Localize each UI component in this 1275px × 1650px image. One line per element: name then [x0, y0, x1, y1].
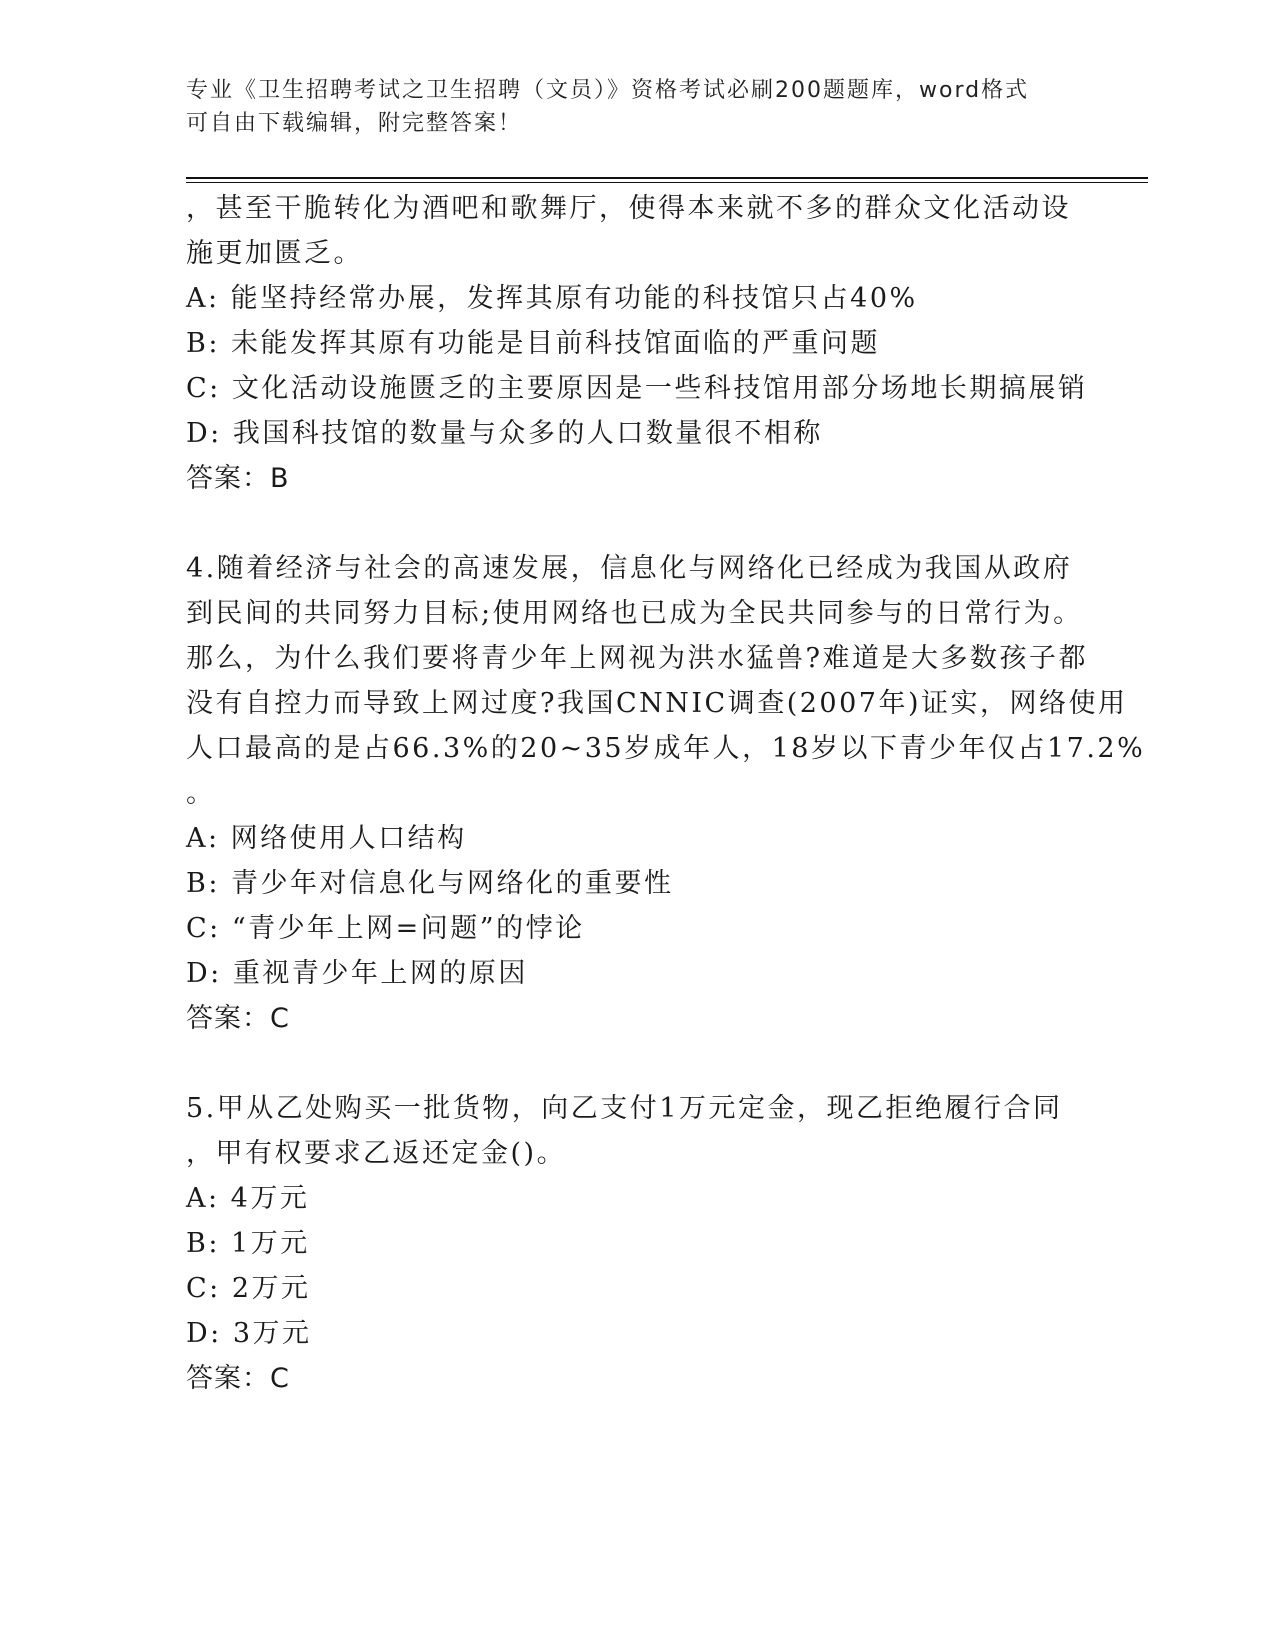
option-a: A: 网络使用人口结构 [186, 823, 467, 854]
spacer [186, 1041, 1086, 1086]
option-d: D: 3万元 [186, 1318, 312, 1349]
header-title-line-1: 专业《卫生招聘考试之卫生招聘（文员）》资格考试必刷200题题库，word格式 [186, 78, 1030, 103]
option-b: B: 1万元 [186, 1228, 310, 1259]
question-stem-line: 没有自控力而导致上网过度?我国CNNIC调查(2007年)证实，网络使用 [186, 688, 1128, 719]
question-stem-line: ，甚至干脆转化为酒吧和歌舞厅，使得本来就不多的群众文化活动设 [186, 193, 1071, 224]
spacer [186, 501, 1086, 546]
answer-line: 答案：C [186, 1003, 290, 1034]
question-stem-line: 5.甲从乙处购买一批货物，向乙支付1万元定金，现乙拒绝履行合同 [186, 1093, 1063, 1124]
question-3-continued [186, 186, 1086, 501]
header-divider-thick [186, 177, 1148, 179]
question-stem-line: 。 [186, 778, 216, 809]
option-d: D: 我国科技馆的数量与众多的人口数量很不相称 [186, 418, 823, 449]
question-stem-line: 到民间的共同努力目标;使用网络也已成为全民共同参与的日常行为。 [186, 598, 1083, 629]
question-5 [186, 1086, 1086, 1401]
question-stem-line: 施更加匮乏。 [186, 238, 363, 269]
document-body [186, 186, 1146, 1401]
question-stem-line: 人口最高的是占66.3%的20~35岁成年人，18岁以下青少年仅占17.2% [186, 733, 1146, 764]
page-header [186, 74, 1086, 140]
option-d: D: 重视青少年上网的原因 [186, 958, 528, 989]
question-stem-line: ，甲有权要求乙返还定金()。 [186, 1138, 567, 1169]
option-b: B: 未能发挥其原有功能是目前科技馆面临的严重问题 [186, 328, 881, 359]
answer-line: 答案：B [186, 463, 290, 494]
option-c: C: 2万元 [186, 1273, 311, 1304]
option-b: B: 青少年对信息化与网络化的重要性 [186, 868, 674, 899]
header-divider-thin [186, 182, 1148, 183]
option-a: A: 4万元 [186, 1183, 310, 1214]
option-a: A: 能坚持经常办展，发挥其原有功能的科技馆只占40% [186, 283, 918, 314]
answer-line: 答案：C [186, 1363, 290, 1394]
option-c: C: 文化活动设施匮乏的主要原因是一些科技馆用部分场地长期搞展销 [186, 373, 1088, 404]
question-4 [186, 546, 1146, 1041]
question-stem-line: 4.随着经济与社会的高速发展，信息化与网络化已经成为我国从政府 [186, 553, 1073, 584]
question-stem-line: 那么，为什么我们要将青少年上网视为洪水猛兽?难道是大多数孩子都 [186, 643, 1088, 674]
header-title-line-2: 可自由下载编辑，附完整答案！ [186, 111, 523, 136]
option-c: C: “青少年上网=问题”的悖论 [186, 913, 585, 944]
